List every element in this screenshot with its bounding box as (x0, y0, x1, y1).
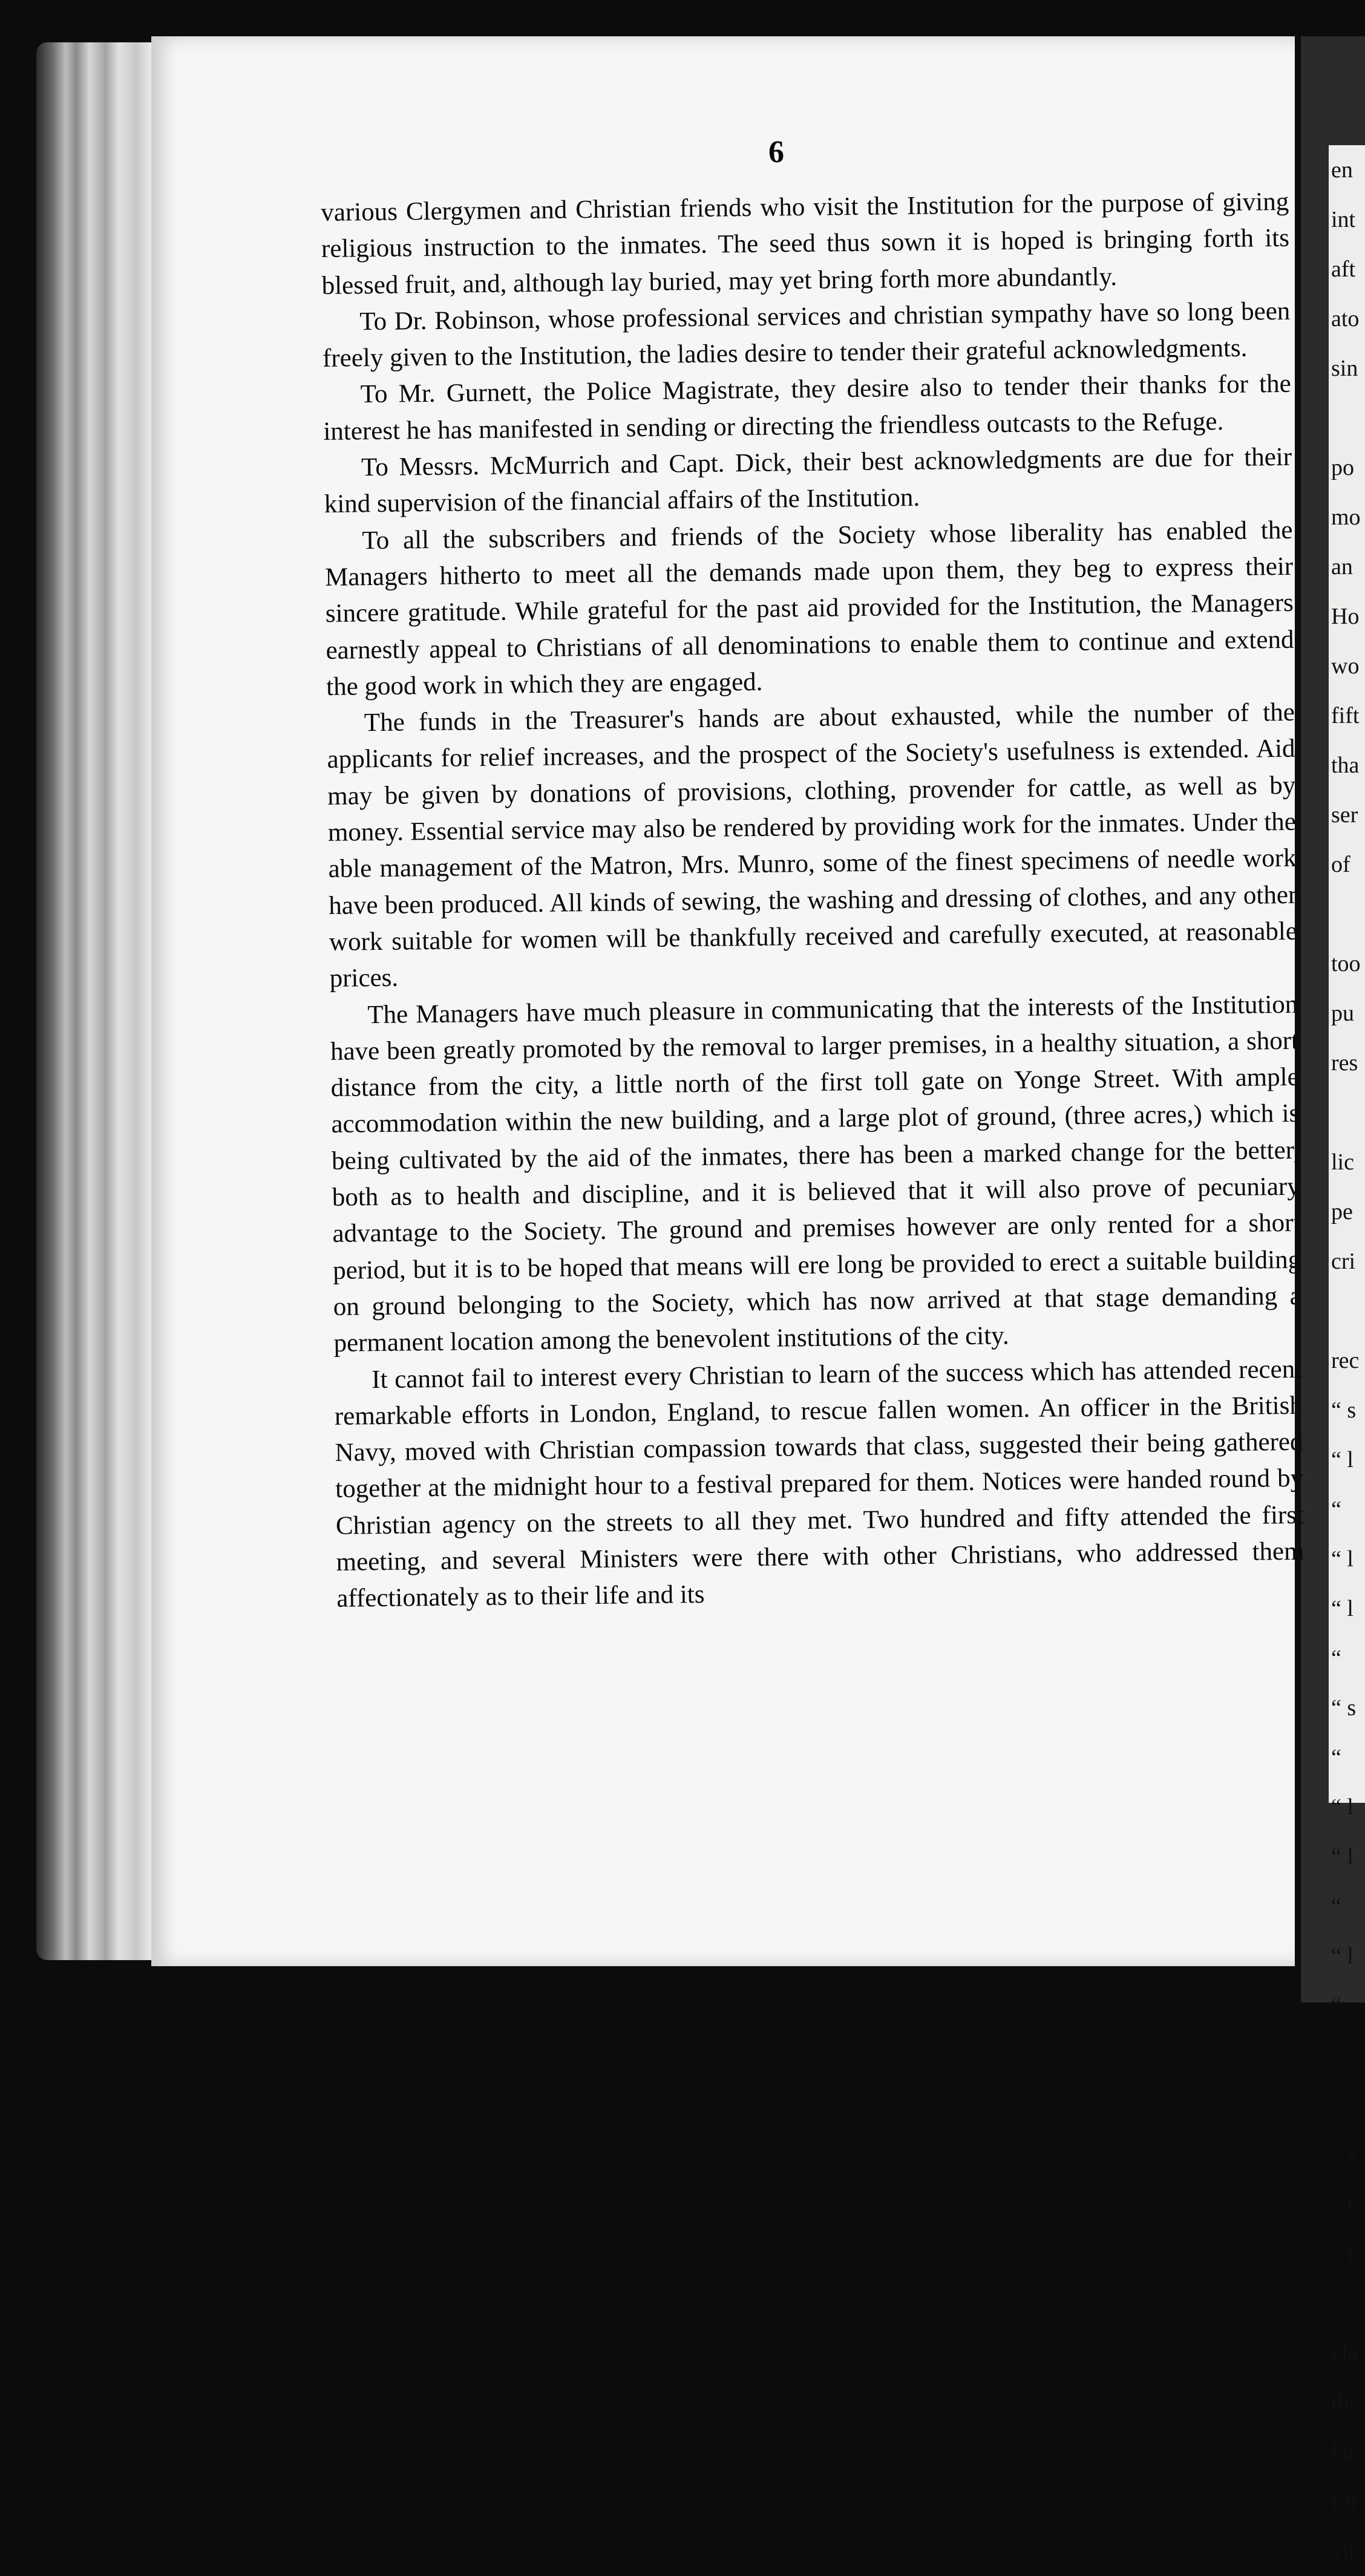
paragraph: To Messrs. McMurrich and Capt. Dick, their best acknowledgments are due for their kind supervision of the financial affairs of the Institution. (324, 442, 1292, 519)
body-text (321, 184, 1305, 1618)
paragraph: To Dr. Robinson, whose professional services and christian sympathy have so long been freely given to the Institution, the ladies desire to tender their grateful acknowledgments. (322, 296, 1291, 373)
facing-page-fragment: rec (1331, 1348, 1360, 1373)
facing-page-fragment: sin (1331, 356, 1358, 381)
facing-page-fragment: int (1331, 207, 1356, 232)
facing-page-fragment: cri (1331, 1249, 1356, 1274)
facing-page-fragment: for (1331, 2489, 1358, 2514)
facing-page-fragment: Ho (1331, 604, 1360, 629)
facing-page-fragment: ser (1331, 802, 1358, 828)
facing-page-fragment: “ l (1331, 1546, 1354, 1572)
facing-page-fragment: cla (1331, 2340, 1358, 2365)
facing-page-fragment: “ (1331, 2042, 1341, 2068)
facing-page-fragment: vir (1331, 2538, 1357, 2564)
facing-page-fragment: an (1331, 554, 1353, 580)
book-page-edges (36, 42, 169, 1960)
facing-page-fragment (1329, 889, 1365, 939)
facing-page-fragment: wo (1331, 653, 1360, 679)
facing-page-fragment: “ (1331, 1497, 1341, 1522)
facing-page-fragment: lic (1331, 1149, 1354, 1175)
facing-page-fragment: “ (1331, 1993, 1341, 2018)
facing-page-fragment: “ (1331, 1894, 1341, 1919)
facing-page-fragment: tha (1331, 753, 1360, 778)
facing-page-fragment: res (1331, 1050, 1358, 1076)
facing-page-fragment: “ t (1331, 2191, 1354, 2217)
facing-page-fragment: “ (1331, 2092, 1341, 2117)
paragraph: To all the subscribers and friends of the Society whose liberality has enabled the Managers hitherto to meet all the demands made upon them, they beg to express their sincere gratitude. While grateful for the past aid provided for the Institution, the Managers earnestly appeal to Christians of all denominations to enable them to continue and extend the good work in which they are engaged. (324, 515, 1294, 701)
paragraph: various Clergymen and Christian friends who visit the Institution for the purpose of giving religious instruction to the inmates. The seed thus sown it is hoped is bringing forth its blessed fruit, and, although lay buried, may yet bring forth more abundantly. (321, 187, 1290, 300)
facing-page-fragment: “ s (1331, 2142, 1357, 2167)
paragraph: It cannot fail to interest every Christian to learn of the success which has attended recent remarkable efforts in London, England, to rescue fallen women. An officer in the British Navy, moved with Christian compassion towards that class, suggested their being gathered together at the midnight hour to a festival prepared for them. Notices were handed round by Christian agency on the streets to all they met. Two hundred and fifty attended the first meeting, and several Ministers were there with other Christians, who addressed them affectionately as to their life and its (334, 1355, 1304, 1613)
facing-page-fragment: “ (1331, 1646, 1341, 1671)
paragraph: The Managers have much pleasure in communicating that the interests of the Institution have been greatly promoted by the removal to larger premises, in a healthy situation, a short distance from the city, a little north of the first toll gate on Yonge Street. With ample accommodation within the new building, and a large plot of ground, (three acres,) which is being cultivated by the aid of the inmates, there has been a marked change for the better, both as to health and discipline, and it is believed that it will also prove of pecuniary advantage to the Society. The ground and premises however are only rented for a short period, but it is to be hoped that means will ere long be provided to erect a suitable building on ground belonging to the Society, which has now arrived at that stage demanding a permanent location among the benevolent institutions of the city. (330, 990, 1302, 1358)
facing-page-fragment: fift (1331, 703, 1360, 728)
facing-page-fragment (1329, 2278, 1365, 2328)
facing-page-fragment: “ l (1331, 1943, 1354, 1969)
facing-page-fragment: aft (1331, 257, 1356, 282)
facing-page-fragment: en (1331, 157, 1353, 183)
paragraph: The funds in the Treasurer's hands are about exhausted, while the number of the applicants for relief increases, and the prospect of the Society's usefulness is extended. Aid may be given by donations of provisions, clothing, provender for cattle, as well as by money. Essential service may also be rendered by providing work for the inmates. Under the able management of the Matron, Mrs. Munro, some of the finest specimens of needle work have been produced. All kinds of sewing, the washing and dressing of clothes, and any other work suitable for women will be thankfully received and carefully executed, at reasonable prices. (327, 698, 1298, 993)
facing-page-fragment: the (1331, 2390, 1360, 2415)
facing-page-fragment (1329, 1286, 1365, 1336)
facing-page-fragment (1329, 393, 1365, 443)
facing-page-fragment: po (1331, 455, 1354, 480)
facing-page-fragment: too (1331, 951, 1361, 976)
facing-page-fragment: “ l (1331, 1447, 1354, 1473)
facing-page-fragment: pe (1331, 1199, 1353, 1224)
facing-page-fragment: lar (1331, 2439, 1356, 2465)
facing-page-fragment (1329, 1088, 1365, 1137)
paragraph: To Mr. Gurnett, the Police Magistrate, they desire also to tender their thanks for the interest he has manifested in sending or directing the friendless outcasts to the Refuge. (323, 370, 1291, 446)
facing-page-fragment: “ l (1331, 1844, 1354, 1869)
facing-page-fragment: “ (1331, 1745, 1341, 1770)
facing-page-fragment: “ l (1331, 1596, 1354, 1621)
facing-page-fragment: mo (1331, 505, 1361, 530)
facing-page-fragment: “ l (1331, 2241, 1354, 2266)
facing-page-fragment: pu (1331, 1001, 1354, 1026)
facing-page-edge (1329, 145, 1365, 2564)
page-number: 6 (768, 135, 784, 169)
facing-page-fragment: ato (1331, 306, 1360, 332)
facing-page-fragment: “ s (1331, 1695, 1357, 1721)
facing-page-fragment: “ l (1331, 1794, 1354, 1820)
facing-page-fragment: “ s (1331, 1398, 1357, 1423)
facing-page-fragment: of (1331, 852, 1350, 877)
